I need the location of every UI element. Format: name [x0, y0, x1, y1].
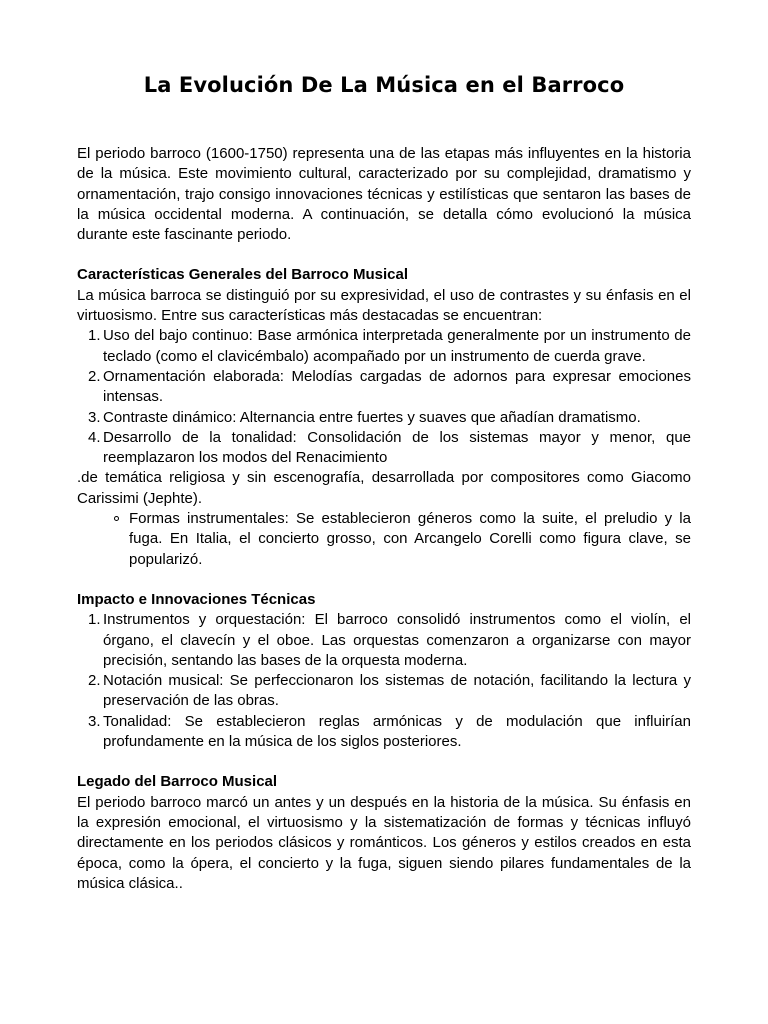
document-title: La Evolución De La Música en el Barroco: [143, 73, 625, 97]
list-item: [77, 671, 691, 712]
section-heading-caracteristicas: Características Generales del Barroco Musical: [77, 266, 408, 284]
list-item: [77, 326, 691, 367]
list-item-text: Uso del bajo continuo: Base armónica interpretada generalmente por un instrumento de teclado (como el clavicémbalo) acompañado por un instrumento de cuerda grave.: [103, 327, 691, 365]
list-number: 3.: [88, 408, 101, 426]
list-item-text: Contraste dinámico: Alternancia entre fuertes y suaves que añadían dramatismo.: [103, 408, 641, 426]
bullet-list-formas: [77, 509, 691, 570]
list-number: 1.: [88, 327, 101, 345]
list-item-text: Ornamentación elaborada: Melodías cargadas de adornos para expresar emociones intensas.: [103, 367, 691, 406]
fragment-paragraph: .de temática religiosa y sin escenografía, desarrollada por compositores como Giacomo Carissimi (Jephte).: [77, 469, 691, 507]
intro-paragraph: El periodo barroco (1600-1750) representa una de las etapas más influyentes en la historia de la música. Este movimiento cultural, caracterizado por su complejidad, dramatismo y ornamentación, trajo consigo innovaciones técnicas y estilísticas que sentaron las bases de la música occidental moderna. A continuación, se detalla cómo evolucionó la música durante este fascinante periodo.: [77, 145, 691, 244]
list-number: 1.: [88, 611, 101, 629]
list-item-text: Tonalidad: Se establecieron reglas armónicas y de modulación que influirían profundamente en la música de los siglos posteriores.: [103, 712, 691, 751]
section-paragraph-caracteristicas: La música barroca se distinguió por su expresividad, el uso de contrastes y su énfasis en el virtuosismo. Entre sus características más destacadas se encuentran:: [77, 286, 691, 325]
section-heading-impacto: Impacto e Innovaciones Técnicas: [77, 590, 316, 608]
list-number: 2.: [88, 672, 101, 690]
list-item: [77, 428, 691, 469]
section-paragraph-legado: El periodo barroco marcó un antes y un después en la historia de la música. Su énfasis en la expresión emocional, el virtuosismo y la sistematización de formas y técnicas influyó directamente en los periodos clásicos y románticos. Los géneros y estilos creados en esta época, como la ópera, el concierto y la fuga, siguen siendo pilares fundamentales de la música clásica..: [77, 793, 691, 892]
document-body: [77, 144, 691, 894]
circle-bullet-icon: [114, 516, 119, 521]
list-item-text: Notación musical: Se perfeccionaron los sistemas de notación, facilitando la lectura y preservación de las obras.: [103, 672, 691, 710]
list-number: 4.: [88, 428, 101, 446]
list-item-text: Desarrollo de la tonalidad: Consolidación de los sistemas mayor y menor, que reemplazaron los modos del Renacimiento: [103, 428, 691, 467]
list-item: [77, 367, 691, 408]
section-heading-legado: Legado del Barroco Musical: [77, 773, 278, 791]
list-item: [77, 712, 691, 753]
list-number: 2.: [88, 367, 101, 385]
list-item: [77, 610, 691, 671]
list-number: 3.: [88, 712, 101, 730]
bullet-item-text: Formas instrumentales: Se establecieron géneros como la suite, el preludio y la fuga. En Italia, el concierto grosso, con Arcangelo Corelli como figura clave, se popularizó.: [129, 510, 691, 568]
numbered-list-caracteristicas: [77, 326, 691, 468]
list-item-text: Instrumentos y orquestación: El barroco consolidó instrumentos como el violín, el órgano, el clavecín y el oboe. Las orquestas comenzaron a organizarse con mayor precisión, sentando las bases de la orquesta moderna.: [103, 611, 691, 669]
list-item: [77, 408, 691, 428]
numbered-list-impacto: [77, 610, 691, 752]
bullet-list-item: [77, 509, 691, 570]
